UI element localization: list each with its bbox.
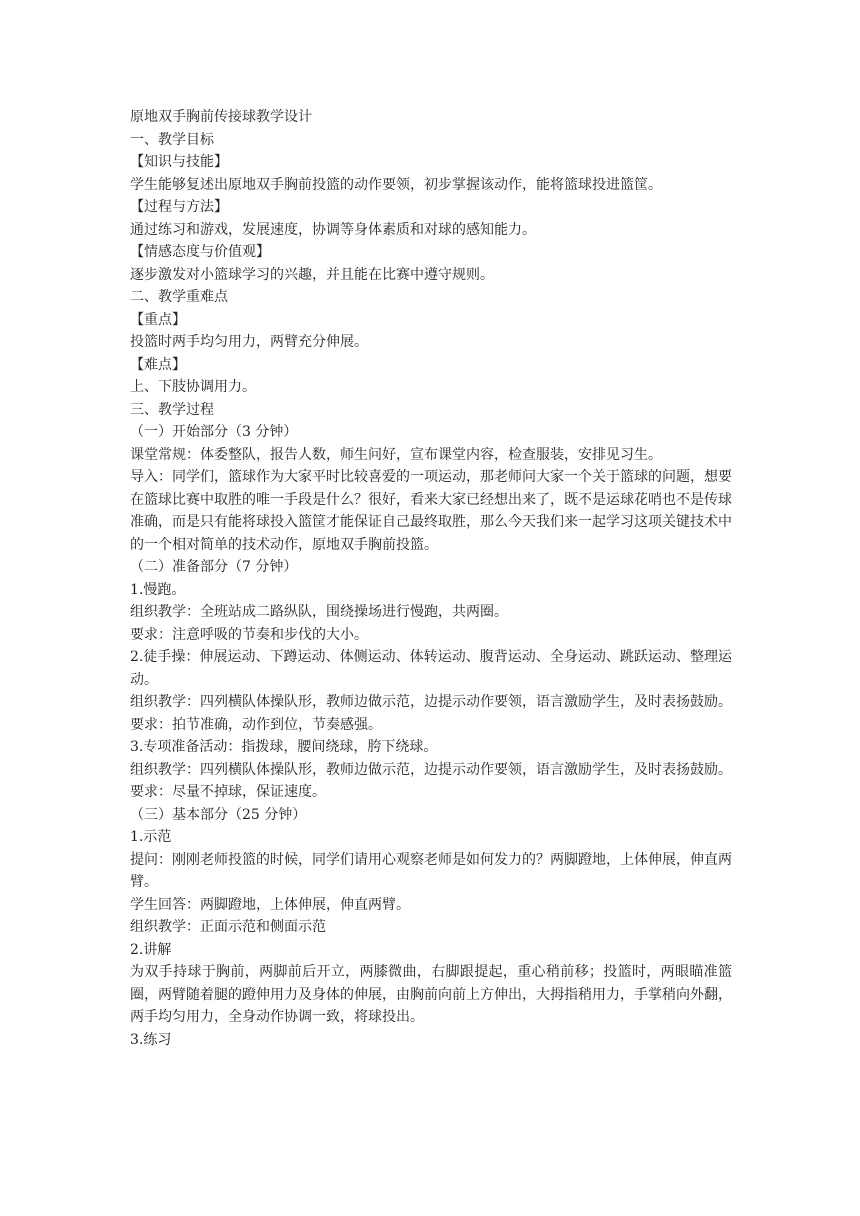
- paragraph: 提问：刚刚老师投篮的时候，同学们请用心观察老师是如何发力的？两脚蹬地，上体伸展，伸直两臂。: [130, 851, 732, 890]
- section-heading-objectives: 一、教学目标: [130, 131, 214, 148]
- paragraph: 导入：同学们，篮球作为大家平时比较喜爱的一项运动，那老师问大家一个关于篮球的问题，想要在篮球比赛中取胜的唯一手段是什么？很好，看来大家已经想出来了，既不是运球花哨也不是传球准确，而是只有能将球投入篮筐才能保证自己最终取胜，那么今天我们来一起学习这项关键技术中的一个相对简单的技术动作，原地双手胸前投篮。: [130, 469, 732, 553]
- paragraph: 学生能够复述出原地双手胸前投篮的动作要领，初步掌握该动作，能将篮球投进篮筐。: [130, 176, 662, 193]
- paragraph: 组织教学：全班站成二路纵队，围绕操场进行慢跑，共两圈。: [130, 604, 508, 620]
- paragraph: 3.练习: [130, 1031, 172, 1048]
- section-heading-process: 三、教学过程: [130, 401, 214, 418]
- subheading-focus: 【重点】: [130, 311, 186, 328]
- paragraph: 2.徒手操：伸展运动、下蹲运动、体侧运动、体转运动、腹背运动、全身运动、跳跃运动、整理运动。: [130, 649, 732, 688]
- paragraph: 课堂常规：体委整队，报告人数，师生问好，宣布课堂内容，检查服装，安排见习生。: [130, 446, 662, 463]
- paragraph: 要求：拍节准确，动作到位，节奏感强。: [130, 716, 382, 733]
- paragraph: 逐步激发对小篮球学习的兴趣，并且能在比赛中遵守规则。: [130, 266, 494, 283]
- paragraph: 通过练习和游戏，发展速度，协调等身体素质和对球的感知能力。: [130, 221, 536, 238]
- paragraph: 要求：注意呼吸的节奏和步伐的大小。: [130, 626, 368, 643]
- paragraph: 为双手持球于胸前，两脚前后开立，两膝微曲，右脚跟提起，重心稍前移；投篮时，两眼瞄准篮圈，两臂随着腿的蹬伸用力及身体的伸展，由胸前向前上方伸出，大拇指稍用力，手掌稍向外翻，两手均匀用力，全身动作协调一致，将球投出。: [130, 964, 732, 1025]
- paragraph: 组织教学：正面示范和侧面示范: [130, 919, 326, 935]
- paragraph: 3.专项准备活动：指拨球，腰间绕球，胯下绕球。: [130, 739, 438, 755]
- paragraph: 上、下肢协调用力。: [130, 379, 256, 395]
- subheading-knowledge-skills: 【知识与技能】: [130, 154, 228, 170]
- document-page: [130, 106, 732, 1051]
- document-title: 原地双手胸前传接球教学设计: [130, 109, 312, 125]
- subheading-emotion-values: 【情感态度与价值观】: [130, 244, 270, 260]
- paragraph: 学生回答：两脚蹬地，上体伸展，伸直两臂。: [130, 896, 410, 913]
- paragraph: 组织教学：四列横队体操队形，教师边做示范，边提示动作要领，语言激励学生，及时表扬鼓励。: [130, 694, 732, 710]
- paragraph: 组织教学：四列横队体操队形，教师边做示范，边提示动作要领，语言激励学生，及时表扬鼓励。: [130, 761, 732, 778]
- subheading-process-methods: 【过程与方法】: [130, 199, 228, 215]
- paragraph: 2.讲解: [130, 941, 172, 958]
- subheading-basic-part: （三）基本部分（25 分钟）: [130, 806, 307, 823]
- paragraph: 1.示范: [130, 829, 172, 845]
- paragraph: 1.慢跑。: [130, 581, 186, 598]
- subheading-difficulty: 【难点】: [130, 356, 186, 373]
- subheading-opening-part: （一）开始部分（3 分钟）: [130, 424, 298, 440]
- paragraph: 投篮时两手均匀用力，两臂充分伸展。: [130, 334, 368, 350]
- paragraph: 要求：尽量不掉球，保证速度。: [130, 784, 326, 800]
- section-heading-key-points: 二、教学重难点: [130, 289, 228, 305]
- subheading-preparation-part: （二）准备部分（7 分钟）: [130, 559, 298, 575]
